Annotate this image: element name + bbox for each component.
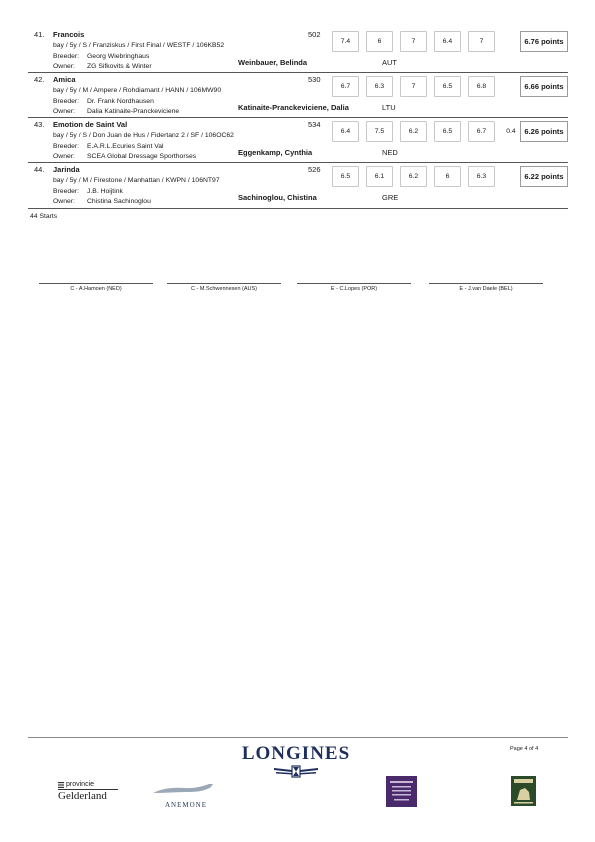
judge-score: 7	[400, 76, 427, 97]
judge-score: 6.8	[468, 76, 495, 97]
sponsor-province-top: provincie	[66, 781, 95, 788]
green-crest-logo	[511, 776, 536, 811]
breeder-label: Breeder:	[53, 98, 80, 105]
horse-number: 530	[308, 75, 321, 84]
judge-score: 7.4	[332, 31, 359, 52]
horse-details: bay / 5y / S / Don Juan de Hus / Fidertanz 2 / SF / 106OC62	[53, 132, 234, 139]
owner-value: Dalia Katinaite-Pranckeviciene	[87, 108, 180, 115]
owner-label: Owner:	[53, 198, 75, 205]
result-row	[28, 118, 568, 162]
judge-signature: C - A.Hamoen (NED)	[39, 283, 153, 292]
judge-score: 6.4	[332, 121, 359, 142]
horse-number: 502	[308, 30, 321, 39]
event-crest-logo	[386, 776, 417, 812]
breeder-value: Georg Wiebringhaus	[87, 53, 150, 60]
judge-score: 7	[468, 31, 495, 52]
province-mark-icon	[58, 782, 64, 788]
judge-score: 6.3	[468, 166, 495, 187]
horse-name: Francois	[53, 30, 85, 39]
owner-label: Owner:	[53, 153, 75, 160]
extra-score	[503, 166, 519, 187]
horse-silhouette-icon	[151, 782, 221, 796]
judge-signature: C - M.Schwennesen (AUS)	[167, 283, 281, 292]
rider-nation: NED	[382, 148, 398, 157]
starts-count: 44 Starts	[30, 213, 58, 220]
breeder-label: Breeder:	[53, 53, 80, 60]
owner-label: Owner:	[53, 63, 75, 70]
owner-value: ZG Sifkovits & Winter	[87, 63, 152, 70]
judge-score: 6.7	[332, 76, 359, 97]
rider-nation: LTU	[382, 103, 396, 112]
horse-number: 534	[308, 120, 321, 129]
extra-score	[503, 31, 519, 52]
horse-name: Jarinda	[53, 165, 80, 174]
breeder-label: Breeder:	[53, 188, 80, 195]
page-number: Page 4 of 4	[510, 746, 539, 752]
breeder-value: E.A.R.L.Ecuries Saint Val	[87, 143, 164, 150]
horse-details: bay / 5y / M / Firestone / Manhattan / KWPN / 106NT97	[53, 177, 220, 184]
total-points: 6.76 points	[520, 31, 568, 52]
owner-value: SCEA Global Dressage Sporthorses	[87, 153, 197, 160]
longines-wordmark: LONGINES	[241, 743, 351, 764]
judge-score: 6.3	[366, 76, 393, 97]
result-row	[28, 163, 568, 207]
winged-hourglass-icon	[272, 765, 320, 779]
judge-score: 6.2	[400, 121, 427, 142]
rider-nation: GRE	[382, 193, 399, 202]
horse-number: 526	[308, 165, 321, 174]
result-row	[28, 28, 568, 72]
sponsor-anemone-name: ANEMONE	[165, 801, 207, 809]
judge-score: 6	[434, 166, 461, 187]
sponsor-province-bottom: Gelderland	[58, 789, 118, 802]
judge-score: 6.7	[468, 121, 495, 142]
judge-signature: E - J.van Daele (BEL)	[429, 283, 543, 292]
owner-label: Owner:	[53, 108, 75, 115]
anemone-logo	[150, 782, 222, 809]
extra-score	[503, 76, 519, 97]
rider-name: Eggenkamp, Cynthia	[238, 148, 313, 157]
judge-score: 6.5	[332, 166, 359, 187]
total-points: 6.66 points	[520, 76, 568, 97]
rider-name: Katinaite-Pranckeviciene, Dalia	[238, 103, 349, 112]
judge-signature: E - C.Lopes (POR)	[297, 283, 411, 292]
green-crest-icon	[511, 776, 536, 806]
horse-details: bay / 5y / M / Ampere / Rohdiamant / HANN / 106MW90	[53, 87, 222, 94]
rank: 43.	[34, 120, 45, 129]
rank: 41.	[34, 30, 45, 39]
total-points: 6.26 points	[520, 121, 568, 142]
breeder-value: J.B. Hoijtink	[87, 188, 123, 195]
table-bottom-border	[28, 208, 568, 209]
provincie-gelderland-logo	[58, 781, 118, 802]
rank: 44.	[34, 165, 45, 174]
footer-divider	[28, 737, 568, 738]
rider-name: Sachinoglou, Chistina	[238, 193, 317, 202]
horse-details: bay / 5y / S / Franziskus / First Final / WESTF / 106KB52	[53, 42, 225, 49]
result-row	[28, 73, 568, 117]
longines-logo	[236, 743, 356, 779]
judge-score: 7.5	[366, 121, 393, 142]
breeder-label: Breeder:	[53, 143, 80, 150]
purple-crest-icon	[386, 776, 417, 807]
extra-score: 0.4	[506, 128, 516, 135]
rider-name: Weinbauer, Belinda	[238, 58, 308, 67]
breeder-value: Dr. Frank Nordhausen	[87, 98, 154, 105]
judge-score: 6.1	[366, 166, 393, 187]
judge-score: 7	[400, 31, 427, 52]
judge-score: 6	[366, 31, 393, 52]
rank: 42.	[34, 75, 45, 84]
horse-name: Emotion de Saint Val	[53, 120, 128, 129]
horse-name: Amica	[53, 75, 76, 84]
judge-score: 6.2	[400, 166, 427, 187]
judge-score: 6.4	[434, 31, 461, 52]
owner-value: Chistina Sachinoglou	[87, 198, 151, 205]
total-points: 6.22 points	[520, 166, 568, 187]
judge-score: 6.5	[434, 76, 461, 97]
rider-nation: AUT	[382, 58, 397, 67]
judge-score: 6.5	[434, 121, 461, 142]
